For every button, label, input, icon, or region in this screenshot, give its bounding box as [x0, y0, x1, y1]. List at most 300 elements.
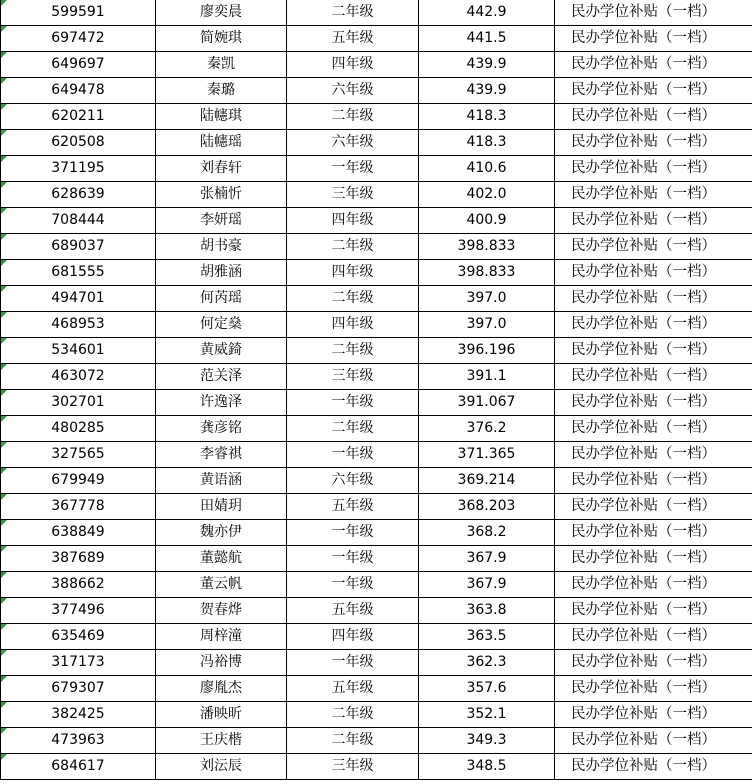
cell-subsidy-type[interactable] [555, 676, 752, 702]
cell-student-id[interactable] [1, 260, 156, 286]
cell-score-text: 410.6 [466, 160, 507, 176]
cell-score[interactable] [419, 676, 555, 702]
cell-grade-text: 六年级 [331, 82, 374, 98]
cell-subsidy-type-text: 民办学位补贴（一档） [571, 446, 716, 462]
cell-student-id[interactable] [1, 598, 156, 624]
number-as-text-indicator-icon [1, 156, 7, 162]
cell-subsidy-type[interactable] [555, 572, 752, 598]
cell-grade-text: 六年级 [331, 134, 374, 150]
number-as-text-indicator-icon [1, 52, 7, 58]
cell-score[interactable] [419, 520, 555, 546]
cell-student-id[interactable] [1, 468, 156, 494]
cell-score[interactable] [419, 728, 555, 754]
cell-student-id-text: 463072 [51, 368, 105, 384]
cell-grade-text: 一年级 [331, 160, 374, 176]
cell-student-name[interactable] [156, 130, 287, 156]
cell-score[interactable] [419, 130, 555, 156]
cell-student-name-text: 刘春轩 [200, 160, 242, 176]
table-row [1, 598, 752, 624]
cell-grade-text: 三年级 [331, 368, 374, 384]
cell-grade-text: 五年级 [331, 680, 374, 696]
cell-score[interactable] [419, 546, 555, 572]
cell-subsidy-type-text: 民办学位补贴（一档） [571, 30, 716, 46]
cell-subsidy-type[interactable] [555, 234, 752, 260]
cell-student-id[interactable] [1, 312, 156, 338]
cell-student-id[interactable] [1, 234, 156, 260]
cell-score[interactable] [419, 78, 555, 104]
cell-grade[interactable] [287, 572, 419, 598]
cell-subsidy-type-text: 民办学位补贴（一档） [571, 654, 716, 670]
cell-student-id[interactable] [1, 494, 156, 520]
cell-student-id[interactable] [1, 702, 156, 728]
cell-score[interactable] [419, 338, 555, 364]
cell-grade-text: 二年级 [331, 732, 374, 748]
cell-score[interactable] [419, 650, 555, 676]
cell-subsidy-type-text: 民办学位补贴（一档） [571, 238, 716, 254]
cell-subsidy-type[interactable] [555, 754, 752, 780]
cell-student-id[interactable] [1, 520, 156, 546]
number-as-text-indicator-icon [1, 442, 7, 448]
cell-subsidy-type-text: 民办学位补贴（一档） [571, 108, 716, 124]
table-row [1, 0, 752, 26]
cell-score[interactable] [419, 260, 555, 286]
cell-student-name-text: 范关泽 [200, 368, 242, 384]
cell-subsidy-type-text: 民办学位补贴（一档） [571, 420, 716, 436]
cell-grade[interactable] [287, 130, 419, 156]
cell-student-id[interactable] [1, 364, 156, 390]
table-row [1, 416, 752, 442]
cell-score[interactable] [419, 754, 555, 780]
cell-grade[interactable] [287, 260, 419, 286]
cell-student-id[interactable] [1, 338, 156, 364]
cell-subsidy-type-text: 民办学位补贴（一档） [571, 498, 716, 514]
cell-student-name[interactable] [156, 52, 287, 78]
table-row [1, 624, 752, 650]
cell-student-id[interactable] [1, 442, 156, 468]
cell-student-id-text: 620211 [51, 108, 105, 124]
cell-score-text: 348.5 [466, 758, 507, 774]
cell-student-name-text: 胡书豪 [200, 238, 242, 254]
table-row [1, 676, 752, 702]
cell-subsidy-type[interactable] [555, 312, 752, 338]
cell-score[interactable] [419, 494, 555, 520]
cell-subsidy-type[interactable] [555, 286, 752, 312]
table-row [1, 494, 752, 520]
cell-grade-text: 五年级 [331, 602, 374, 618]
table-row [1, 468, 752, 494]
cell-grade[interactable] [287, 520, 419, 546]
cell-grade-text: 五年级 [331, 498, 374, 514]
cell-grade[interactable] [287, 52, 419, 78]
cell-grade[interactable] [287, 468, 419, 494]
cell-grade[interactable] [287, 208, 419, 234]
table-row [1, 364, 752, 390]
number-as-text-indicator-icon [1, 754, 7, 760]
cell-student-id[interactable] [1, 650, 156, 676]
cell-subsidy-type[interactable] [555, 260, 752, 286]
cell-grade-text: 四年级 [331, 316, 374, 332]
cell-subsidy-type-text: 民办学位补贴（一档） [571, 732, 716, 748]
cell-student-name[interactable] [156, 520, 287, 546]
cell-score-text: 400.9 [466, 212, 507, 228]
cell-score-text: 391.1 [466, 368, 507, 384]
cell-grade[interactable] [287, 650, 419, 676]
number-as-text-indicator-icon [1, 650, 7, 656]
cell-score[interactable] [419, 182, 555, 208]
cell-student-id[interactable] [1, 754, 156, 780]
cell-student-id[interactable] [1, 546, 156, 572]
cell-student-id[interactable] [1, 676, 156, 702]
cell-student-id[interactable] [1, 286, 156, 312]
cell-student-name-text: 董懿航 [200, 550, 242, 566]
cell-score-text: 397.0 [466, 316, 507, 332]
cell-score-text: 442.9 [466, 4, 507, 20]
cell-grade[interactable] [287, 104, 419, 130]
cell-subsidy-type-text: 民办学位补贴（一档） [571, 472, 716, 488]
cell-student-name[interactable] [156, 78, 287, 104]
table-row [1, 260, 752, 286]
cell-student-id[interactable] [1, 728, 156, 754]
cell-student-name[interactable] [156, 442, 287, 468]
cell-grade[interactable] [287, 312, 419, 338]
cell-grade[interactable] [287, 728, 419, 754]
cell-subsidy-type[interactable] [555, 182, 752, 208]
cell-score[interactable] [419, 598, 555, 624]
cell-grade-text: 三年级 [331, 758, 374, 774]
table-row [1, 26, 752, 52]
cell-score[interactable] [419, 0, 555, 26]
cell-grade[interactable] [287, 338, 419, 364]
cell-score[interactable] [419, 234, 555, 260]
cell-subsidy-type[interactable] [555, 390, 752, 416]
cell-subsidy-type[interactable] [555, 26, 752, 52]
cell-subsidy-type[interactable] [555, 650, 752, 676]
cell-student-name-text: 简婉琪 [200, 30, 242, 46]
cell-score-text: 439.9 [466, 82, 507, 98]
cell-subsidy-type-text: 民办学位补贴（一档） [571, 134, 716, 150]
cell-subsidy-type[interactable] [555, 338, 752, 364]
cell-student-name[interactable] [156, 624, 287, 650]
cell-score-text: 352.1 [466, 706, 507, 722]
cell-subsidy-type-text: 民办学位补贴（一档） [571, 264, 716, 280]
cell-grade[interactable] [287, 78, 419, 104]
cell-score[interactable] [419, 26, 555, 52]
cell-grade[interactable] [287, 624, 419, 650]
cell-grade[interactable] [287, 416, 419, 442]
table-row [1, 442, 752, 468]
cell-student-id[interactable] [1, 390, 156, 416]
table-row [1, 728, 752, 754]
cell-student-name-text: 周梓潼 [200, 628, 242, 644]
cell-score-text: 349.3 [466, 732, 507, 748]
cell-student-name-text: 董云帆 [200, 576, 242, 592]
cell-score-text: 368.203 [457, 498, 516, 514]
cell-student-name-text: 黄语涵 [200, 472, 242, 488]
cell-student-name[interactable] [156, 676, 287, 702]
number-as-text-indicator-icon [1, 312, 7, 318]
cell-student-name-text: 黄威錡 [200, 342, 242, 358]
cell-student-name[interactable] [156, 416, 287, 442]
cell-grade[interactable] [287, 546, 419, 572]
cell-score-text: 363.5 [466, 628, 507, 644]
cell-score[interactable] [419, 468, 555, 494]
cell-student-id[interactable] [1, 572, 156, 598]
cell-grade[interactable] [287, 182, 419, 208]
cell-grade[interactable] [287, 0, 419, 26]
number-as-text-indicator-icon [1, 104, 7, 110]
cell-student-id[interactable] [1, 156, 156, 182]
cell-score[interactable] [419, 702, 555, 728]
cell-student-name[interactable] [156, 572, 287, 598]
cell-student-name[interactable] [156, 390, 287, 416]
table-row [1, 338, 752, 364]
cell-student-id[interactable] [1, 26, 156, 52]
number-as-text-indicator-icon [1, 598, 7, 604]
table-row [1, 78, 752, 104]
table-row [1, 546, 752, 572]
cell-student-name-text: 王庆楷 [200, 732, 242, 748]
cell-student-name-text: 龚彦铭 [200, 420, 242, 436]
cell-student-name[interactable] [156, 156, 287, 182]
cell-student-id-text: 371195 [51, 160, 105, 176]
number-as-text-indicator-icon [1, 494, 7, 500]
cell-grade[interactable] [287, 676, 419, 702]
cell-student-name-text: 胡雅涵 [200, 264, 242, 280]
cell-grade[interactable] [287, 702, 419, 728]
cell-student-id-text: 367778 [51, 498, 105, 514]
cell-student-name[interactable] [156, 598, 287, 624]
cell-student-id-text: 649478 [51, 82, 105, 98]
cell-grade-text: 四年级 [331, 628, 374, 644]
cell-student-id-text: 327565 [51, 446, 105, 462]
cell-student-name-text: 廖奕晨 [200, 4, 242, 20]
cell-student-name[interactable] [156, 754, 287, 780]
cell-grade[interactable] [287, 442, 419, 468]
cell-student-name[interactable] [156, 494, 287, 520]
cell-student-id[interactable] [1, 182, 156, 208]
cell-subsidy-type-text: 民办学位补贴（一档） [571, 160, 716, 176]
cell-score[interactable] [419, 52, 555, 78]
cell-grade-text: 五年级 [331, 30, 374, 46]
number-as-text-indicator-icon [1, 78, 7, 84]
number-as-text-indicator-icon [1, 130, 7, 136]
cell-score-text: 391.067 [457, 394, 516, 410]
cell-subsidy-type[interactable] [555, 78, 752, 104]
cell-score-text: 397.0 [466, 290, 507, 306]
cell-student-name-text: 张楠忻 [200, 186, 242, 202]
cell-grade-text: 一年级 [331, 550, 374, 566]
cell-score-text: 398.833 [457, 238, 516, 254]
table-row [1, 702, 752, 728]
table-row [1, 52, 752, 78]
cell-student-name[interactable] [156, 104, 287, 130]
table-row [1, 312, 752, 338]
cell-score[interactable] [419, 156, 555, 182]
cell-student-id[interactable] [1, 624, 156, 650]
cell-subsidy-type[interactable] [555, 208, 752, 234]
cell-score-text: 418.3 [466, 108, 507, 124]
cell-score[interactable] [419, 208, 555, 234]
number-as-text-indicator-icon [1, 26, 7, 32]
cell-score-text: 371.365 [457, 446, 516, 462]
cell-score[interactable] [419, 416, 555, 442]
cell-student-name[interactable] [156, 26, 287, 52]
cell-student-id-text: 382425 [51, 706, 105, 722]
cell-student-id-text: 679307 [51, 680, 105, 696]
cell-grade[interactable] [287, 234, 419, 260]
number-as-text-indicator-icon [1, 728, 7, 734]
cell-student-id-text: 620508 [51, 134, 105, 150]
table-row [1, 156, 752, 182]
table-row [1, 234, 752, 260]
cell-student-id[interactable] [1, 104, 156, 130]
cell-subsidy-type[interactable] [555, 104, 752, 130]
cell-subsidy-type[interactable] [555, 702, 752, 728]
cell-subsidy-type[interactable] [555, 728, 752, 754]
cell-score[interactable] [419, 442, 555, 468]
cell-student-id[interactable] [1, 208, 156, 234]
number-as-text-indicator-icon [1, 182, 7, 188]
cell-student-name[interactable] [156, 702, 287, 728]
cell-grade-text: 二年级 [331, 290, 374, 306]
table-row [1, 754, 752, 780]
cell-student-name[interactable] [156, 208, 287, 234]
cell-subsidy-type-text: 民办学位补贴（一档） [571, 602, 716, 618]
cell-student-id-text: 468953 [51, 316, 105, 332]
cell-subsidy-type[interactable] [555, 52, 752, 78]
cell-grade[interactable] [287, 156, 419, 182]
cell-subsidy-type-text: 民办学位补贴（一档） [571, 212, 716, 228]
cell-subsidy-type[interactable] [555, 598, 752, 624]
cell-student-id-text: 599591 [51, 4, 105, 20]
number-as-text-indicator-icon [1, 208, 7, 214]
cell-student-id-text: 681555 [51, 264, 105, 280]
cell-student-name-text: 廖胤杰 [200, 680, 242, 696]
number-as-text-indicator-icon [1, 416, 7, 422]
cell-subsidy-type[interactable] [555, 0, 752, 26]
number-as-text-indicator-icon [1, 364, 7, 370]
cell-subsidy-type-text: 民办学位补贴（一档） [571, 342, 716, 358]
cell-student-id[interactable] [1, 78, 156, 104]
cell-subsidy-type[interactable] [555, 156, 752, 182]
cell-student-id-text: 649697 [51, 56, 105, 72]
cell-score[interactable] [419, 390, 555, 416]
cell-student-name-text: 秦璐 [207, 82, 235, 98]
cell-subsidy-type-text: 民办学位补贴（一档） [571, 680, 716, 696]
cell-student-id[interactable] [1, 0, 156, 26]
cell-subsidy-type[interactable] [555, 130, 752, 156]
cell-student-name-text: 李妍瑶 [200, 212, 242, 228]
cell-student-name[interactable] [156, 650, 287, 676]
cell-subsidy-type[interactable] [555, 416, 752, 442]
cell-student-name[interactable] [156, 338, 287, 364]
number-as-text-indicator-icon [1, 286, 7, 292]
cell-subsidy-type[interactable] [555, 364, 752, 390]
cell-grade-text: 四年级 [331, 264, 374, 280]
cell-score[interactable] [419, 286, 555, 312]
cell-score-text: 357.6 [466, 680, 507, 696]
cell-student-name-text: 刘沄辰 [200, 758, 242, 774]
cell-grade-text: 一年级 [331, 576, 374, 592]
number-as-text-indicator-icon [1, 338, 7, 344]
cell-student-name[interactable] [156, 364, 287, 390]
cell-score[interactable] [419, 624, 555, 650]
cell-subsidy-type-text: 民办学位补贴（一档） [571, 550, 716, 566]
cell-subsidy-type[interactable] [555, 520, 752, 546]
cell-grade[interactable] [287, 286, 419, 312]
cell-score-text: 369.214 [457, 472, 516, 488]
cell-subsidy-type[interactable] [555, 546, 752, 572]
cell-subsidy-type-text: 民办学位补贴（一档） [571, 56, 716, 72]
cell-student-name[interactable] [156, 728, 287, 754]
cell-score-text: 418.3 [466, 134, 507, 150]
cell-student-id-text: 689037 [51, 238, 105, 254]
cell-score[interactable] [419, 364, 555, 390]
cell-grade-text: 三年级 [331, 186, 374, 202]
cell-subsidy-type[interactable] [555, 442, 752, 468]
cell-subsidy-type-text: 民办学位补贴（一档） [571, 758, 716, 774]
cell-student-name[interactable] [156, 0, 287, 26]
cell-score-text: 398.833 [457, 264, 516, 280]
cell-student-id-text: 679949 [51, 472, 105, 488]
cell-student-name[interactable] [156, 286, 287, 312]
cell-grade[interactable] [287, 494, 419, 520]
cell-score[interactable] [419, 104, 555, 130]
cell-student-name-text: 陆幰瑶 [200, 134, 242, 150]
cell-grade-text: 四年级 [331, 212, 374, 228]
cell-grade-text: 二年级 [331, 342, 374, 358]
cell-student-name[interactable] [156, 546, 287, 572]
cell-grade[interactable] [287, 598, 419, 624]
cell-student-name-text: 冯裕博 [200, 654, 242, 670]
cell-subsidy-type-text: 民办学位补贴（一档） [571, 290, 716, 306]
cell-score[interactable] [419, 312, 555, 338]
cell-student-name[interactable] [156, 468, 287, 494]
cell-grade[interactable] [287, 364, 419, 390]
cell-student-id-text: 638849 [51, 524, 105, 540]
table-row [1, 572, 752, 598]
cell-score[interactable] [419, 572, 555, 598]
cell-subsidy-type[interactable] [555, 494, 752, 520]
cell-student-id-text: 473963 [51, 732, 105, 748]
cell-grade-text: 四年级 [331, 56, 374, 72]
cell-student-id[interactable] [1, 52, 156, 78]
cell-subsidy-type-text: 民办学位补贴（一档） [571, 394, 716, 410]
cell-student-name[interactable] [156, 182, 287, 208]
cell-score-text: 367.9 [466, 550, 507, 566]
cell-grade-text: 二年级 [331, 108, 374, 124]
cell-grade[interactable] [287, 26, 419, 52]
cell-student-id-text: 684617 [51, 758, 105, 774]
cell-subsidy-type[interactable] [555, 624, 752, 650]
cell-student-id[interactable] [1, 416, 156, 442]
cell-score-text: 441.5 [466, 30, 507, 46]
table-row [1, 520, 752, 546]
cell-student-name[interactable] [156, 312, 287, 338]
cell-student-id[interactable] [1, 130, 156, 156]
cell-student-name[interactable] [156, 234, 287, 260]
cell-subsidy-type-text: 民办学位补贴（一档） [571, 82, 716, 98]
cell-student-id-text: 302701 [51, 394, 105, 410]
cell-subsidy-type-text: 民办学位补贴（一档） [571, 706, 716, 722]
cell-grade-text: 一年级 [331, 654, 374, 670]
cell-subsidy-type[interactable] [555, 468, 752, 494]
table-row [1, 130, 752, 156]
cell-student-name[interactable] [156, 260, 287, 286]
cell-grade[interactable] [287, 754, 419, 780]
cell-grade[interactable] [287, 390, 419, 416]
number-as-text-indicator-icon [1, 546, 7, 552]
